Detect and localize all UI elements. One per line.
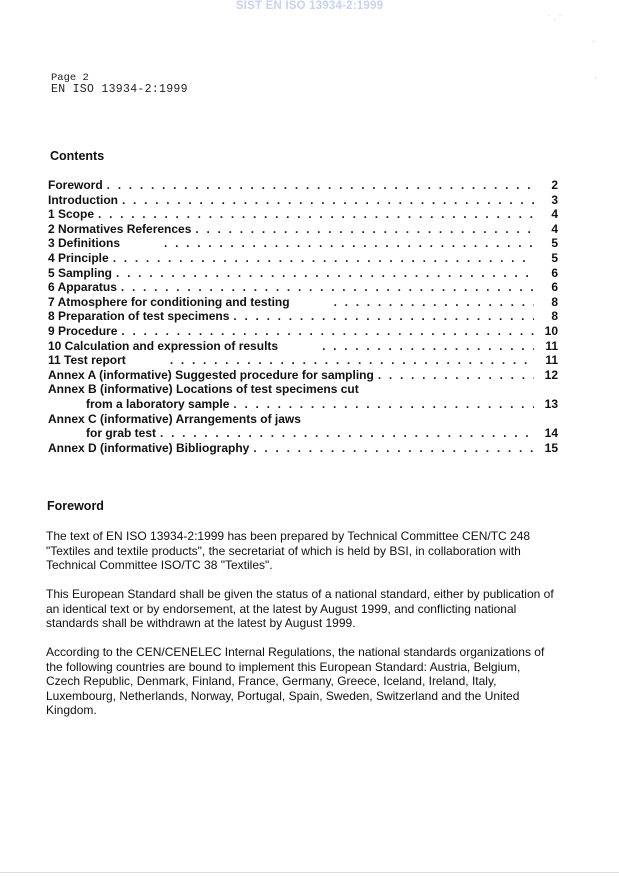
toc-entry-annex-a[interactable]: [48, 368, 558, 383]
toc-entry-test-report[interactable]: [48, 353, 558, 368]
toc-page-number: 14: [544, 426, 558, 441]
toc-entry-label: 7 Atmosphere for conditioning and testing: [48, 294, 290, 309]
toc-leader: [334, 295, 534, 309]
toc-entry-normative-references[interactable]: [48, 222, 558, 237]
toc-entry-label: 2 Normatives References: [48, 221, 192, 236]
toc-entry-introduction[interactable]: [48, 193, 558, 208]
toc-entry-label: Annex B (informative) Locations of test specimens cut: [48, 382, 359, 397]
toc-page-number: 3: [551, 192, 558, 207]
scan-edge: [0, 872, 619, 873]
toc-entry-annex-c[interactable]: [48, 412, 558, 427]
toc-entry-annex-d[interactable]: [48, 441, 558, 456]
standard-number: EN ISO 13934-2:1999: [51, 83, 188, 96]
toc-entry-label: 5 Sampling: [48, 265, 113, 280]
foreword-paragraph: This European Standard shall be given the status of a national standard, either by publication of an identical text or by endorsement, at the latest by August 1999, and conflicting national standards shall be withdrawn at the latest by August 1999.: [46, 587, 554, 631]
toc-entry-annex-c-continued[interactable]: [48, 426, 558, 441]
toc-entry-label: 11 Test report: [48, 353, 126, 368]
toc-page-number: 6: [551, 265, 558, 280]
toc-page-number: 13: [544, 396, 558, 411]
toc-entry-apparatus[interactable]: [48, 280, 558, 295]
page-number: Page 2: [51, 72, 89, 84]
contents-heading: Contents: [50, 149, 105, 163]
toc-page-number: 8: [551, 294, 558, 309]
toc-leader: [160, 426, 534, 440]
toc-entry-sampling[interactable]: [48, 266, 558, 281]
toc-entry-label: Annex A (informative) Suggested procedure for sampling: [48, 367, 374, 382]
toc-leader: [121, 280, 534, 294]
toc-leader: [195, 222, 534, 236]
toc-entry-label: Annex D (informative) Bibliography: [48, 440, 250, 455]
toc-entry-label: 3 Definitions: [48, 236, 121, 251]
toc-page-number: 5: [551, 236, 558, 251]
toc-page-number: 8: [551, 309, 558, 324]
toc-entry-definitions[interactable]: [48, 236, 558, 251]
foreword-heading: Foreword: [47, 499, 104, 513]
toc-page-number: 4: [551, 221, 558, 236]
page-header: [51, 72, 188, 96]
watermark: SIST EN ISO 13934-2:1999: [235, 0, 384, 12]
toc-entry-scope[interactable]: [48, 207, 558, 222]
toc-entry-atmosphere[interactable]: [48, 295, 558, 310]
toc-leader: [107, 178, 534, 192]
toc-entry-label: 4 Principle: [48, 250, 109, 265]
toc-leader: [233, 309, 534, 323]
toc-page-number: 5: [551, 250, 558, 265]
toc-entry-label: 1 Scope: [48, 207, 95, 222]
toc-page-number: 15: [544, 440, 558, 455]
toc-entry-label: for grab test: [86, 426, 157, 441]
toc-entry-procedure[interactable]: [48, 324, 558, 339]
toc-entry-label: Foreword: [48, 178, 103, 192]
toc-page-number: 10: [544, 323, 558, 338]
toc-leader: [98, 207, 534, 221]
toc-leader: [164, 236, 534, 250]
foreword-paragraph: The text of EN ISO 13934-2:1999 has been prepared by Technical Committee CEN/TC 248 "Textiles and textile products", the secretariat of which is held by BSI, in collaboration with Technical Committee ISO/TC 38 "Textiles".: [46, 529, 531, 573]
toc-entry-label: 10 Calculation and expression of results: [48, 338, 279, 353]
toc-page-number: 11: [545, 353, 558, 368]
toc-leader: [322, 339, 534, 353]
scan-speck: ·: [592, 36, 595, 46]
toc-page-number: 6: [551, 280, 558, 295]
table-of-contents: [48, 178, 558, 455]
toc-leader: [378, 368, 534, 382]
toc-entry-label: Annex C (informative) Arrangements of jaws: [48, 411, 301, 426]
scan-speck: ·: [594, 72, 597, 82]
toc-entry-annex-b[interactable]: [48, 382, 558, 397]
toc-page-number: 12: [544, 367, 558, 382]
toc-leader: [116, 266, 534, 280]
toc-entry-annex-b-continued[interactable]: [48, 397, 558, 412]
toc-entry-label: 8 Preparation of test specimens: [48, 309, 230, 324]
toc-leader: [121, 324, 534, 338]
toc-leader: [170, 353, 534, 367]
toc-entry-label: 9 Procedure: [48, 323, 118, 338]
toc-entry-label: from a laboratory sample: [86, 396, 230, 411]
toc-leader: [233, 397, 534, 411]
toc-entry-label: 6 Apparatus: [48, 280, 117, 295]
toc-leader: [113, 251, 534, 265]
toc-leader: [253, 441, 534, 455]
toc-page-number: 4: [551, 207, 558, 222]
scan-speck: ˙ · ˙: [548, 14, 562, 24]
toc-page-number: 11: [545, 338, 558, 353]
toc-entry-preparation[interactable]: [48, 309, 558, 324]
toc-page-number: 2: [551, 178, 558, 192]
toc-leader: [122, 193, 534, 207]
foreword-paragraph: According to the CEN/CENELEC Internal Regulations, the national standards organizations of the following countries are bound to implement this European Standard: Austria, Belgium, Czech Republic, Denmark, Finland, France, Germany, Greece, Iceland, Ireland, Italy, Luxembourg, Netherlands, Norway, Portugal, Spain, Sweden, Switzerland and the United Kingdom.: [46, 645, 545, 718]
toc-entry-foreword[interactable]: [48, 178, 558, 193]
toc-entry-calculation[interactable]: [48, 339, 558, 354]
toc-entry-principle[interactable]: [48, 251, 558, 266]
toc-entry-label: Introduction: [48, 192, 118, 207]
